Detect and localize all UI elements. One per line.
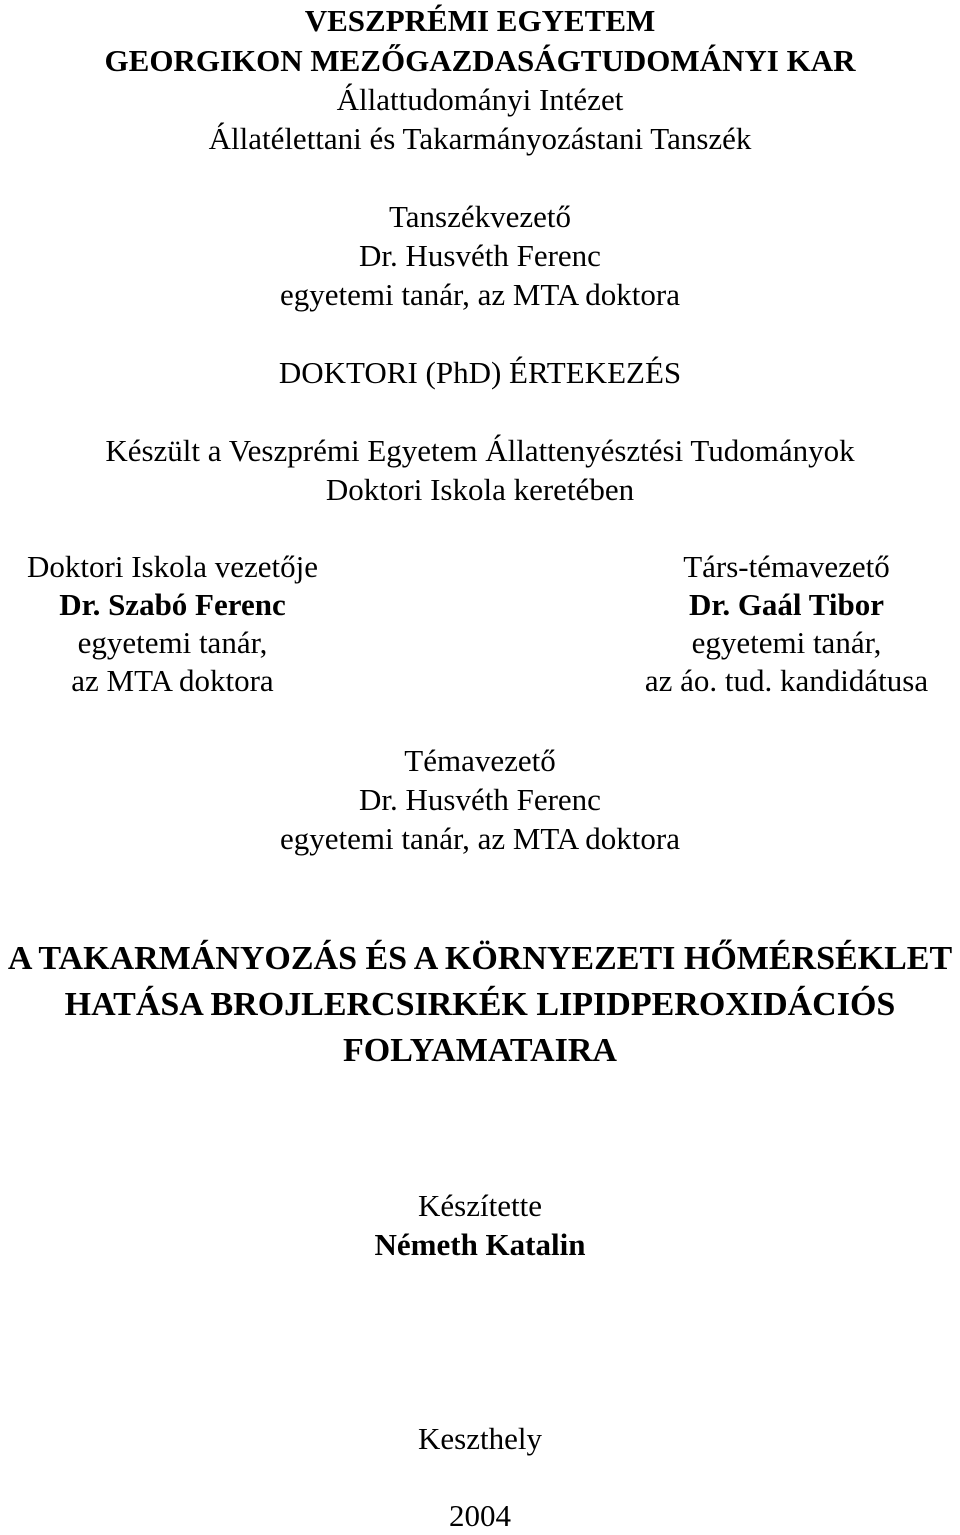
thesis-title-line1: A TAKARMÁNYOZÁS ÉS A KÖRNYEZETI HŐMÉRSÉKLET xyxy=(7,940,953,977)
school-head-block xyxy=(6,548,339,700)
supervisor-name: Dr. Husvéth Ferenc xyxy=(359,782,601,817)
co-supervisor-block xyxy=(613,548,960,700)
co-supervisor-title-line1: egyetemi tanár, xyxy=(691,625,882,660)
department-head-role: Tanszékvezető xyxy=(388,199,571,234)
co-supervisor-name: Dr. Gaál Tibor xyxy=(689,587,884,622)
place: Keszthely xyxy=(418,1421,542,1456)
thesis-title-line3: FOLYAMATAIRA xyxy=(343,1032,617,1069)
department-head-name: Dr. Husvéth Ferenc xyxy=(359,238,601,273)
department-head-title: egyetemi tanár, az MTA doktora xyxy=(280,277,680,312)
supervisor-role: Témavezető xyxy=(404,743,556,778)
university-name: VESZPRÉMI EGYETEM xyxy=(304,3,656,38)
faculty-name: GEORGIKON MEZŐGAZDASÁGTUDOMÁNYI KAR xyxy=(104,43,856,78)
school-head-role: Doktori Iskola vezetője xyxy=(27,549,318,584)
co-supervisor-role: Társ-témavezető xyxy=(683,549,890,584)
school-head-title-line1: egyetemi tanár, xyxy=(77,625,268,660)
author-label: Készítette xyxy=(418,1188,542,1223)
school-head-name: Dr. Szabó Ferenc xyxy=(59,587,286,622)
author-name: Németh Katalin xyxy=(374,1227,586,1262)
school-head-title-line2: az MTA doktora xyxy=(71,663,274,698)
thesis-title-line2: HATÁSA BROJLERCSIRKÉK LIPIDPEROXIDÁCIÓS xyxy=(64,986,896,1023)
institute-name: Állattudományi Intézet xyxy=(336,82,624,117)
supervisor-title: egyetemi tanár, az MTA doktora xyxy=(280,821,680,856)
co-supervisor-title-line2: az áo. tud. kandidátusa xyxy=(644,663,929,698)
thesis-made-in-line2: Doktori Iskola keretében xyxy=(325,472,635,507)
thesis-type: DOKTORI (PhD) ÉRTEKEZÉS xyxy=(278,355,682,390)
department-name: Állatélettani és Takarmányozástani Tanszék xyxy=(208,121,752,156)
year: 2004 xyxy=(449,1498,511,1533)
thesis-made-in-line1: Készült a Veszprémi Egyetem Állattenyésztési Tudományok xyxy=(105,433,855,468)
